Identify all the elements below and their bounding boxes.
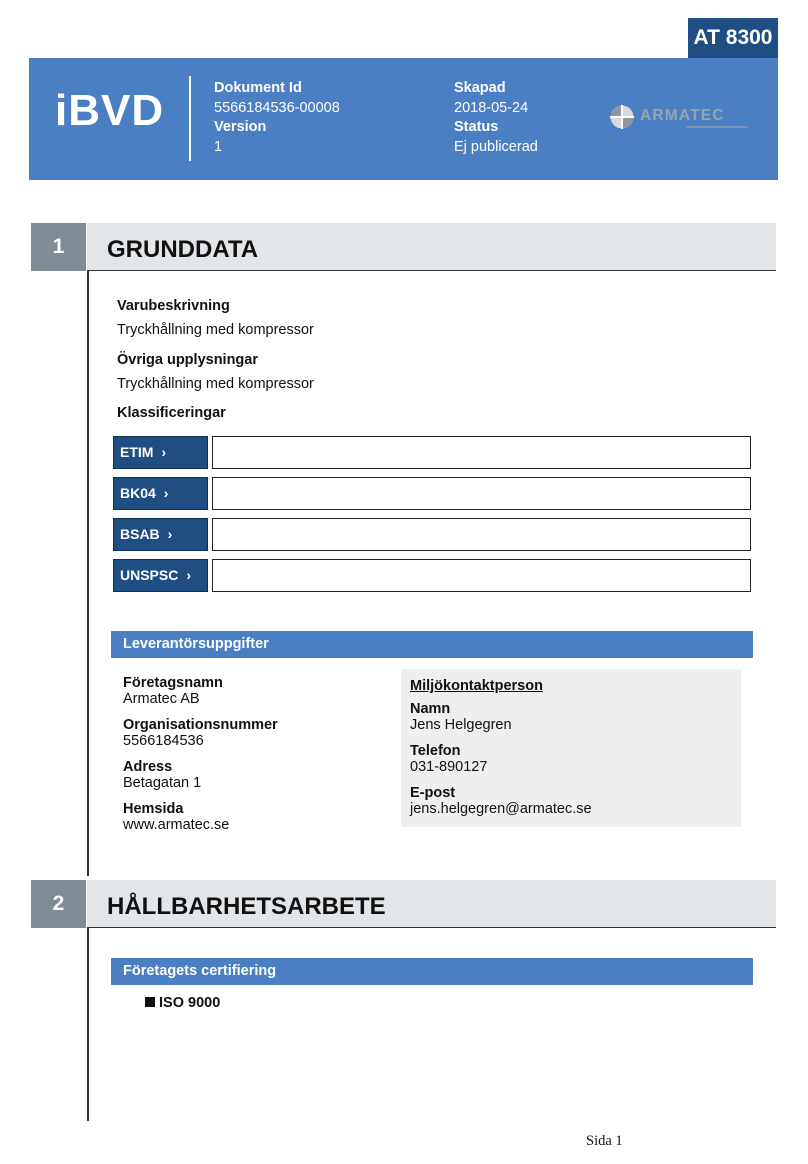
- product-code-badge: AT 8300: [688, 18, 778, 58]
- bk04-label: BK04: [120, 485, 156, 501]
- chevron-right-icon: ›: [167, 526, 173, 542]
- org-number-value: 5566184536: [123, 733, 204, 749]
- created-label: Skapad: [454, 80, 506, 96]
- contact-email-value[interactable]: jens.helgegren@armatec.se: [410, 801, 592, 817]
- supplier-info-header: Leverantörsuppgifter: [111, 631, 753, 658]
- product-description-value: Tryckhållning med kompressor: [117, 322, 314, 338]
- created-value: 2018-05-24: [454, 99, 529, 116]
- section-2-number: 2: [31, 880, 86, 928]
- bk04-button[interactable]: [113, 477, 208, 510]
- status-label: Status: [454, 119, 499, 135]
- unspsc-button[interactable]: [113, 559, 208, 592]
- section-1-title: GRUNDDATA: [107, 236, 259, 263]
- product-description-label: Varubeskrivning: [117, 298, 230, 314]
- section-2-rule: [87, 928, 89, 1121]
- section-2-title: HÅLLBARHETSARBETE: [107, 893, 386, 920]
- page-number: Sida 1: [586, 1133, 623, 1149]
- address-value: Betagatan 1: [123, 775, 202, 791]
- document-meta-left: [214, 79, 340, 157]
- version-value: 1: [214, 138, 223, 155]
- unspsc-value-box: [212, 559, 751, 592]
- unspsc-label: UNSPSC: [120, 567, 179, 583]
- etim-button[interactable]: [113, 436, 208, 469]
- address-label: Adress: [123, 759, 173, 775]
- logo-text: ARMATEC: [640, 107, 725, 124]
- supplier-details: [123, 675, 278, 833]
- contact-email-label: E-post: [410, 785, 456, 801]
- version-label: Version: [214, 119, 267, 135]
- contact-phone-value: 031-890127: [410, 759, 488, 775]
- brand-title: iBVD: [55, 86, 165, 135]
- document-id-value: 5566184536-00008: [214, 99, 340, 116]
- bullet-square-icon: [145, 997, 155, 1007]
- armatec-logo: [608, 102, 753, 136]
- logo-tagline-line: [686, 126, 748, 128]
- section-1-number: 1: [31, 223, 86, 271]
- org-number-label: Organisationsnummer: [123, 717, 278, 733]
- company-name-value: Armatec AB: [123, 691, 200, 707]
- chevron-right-icon: ›: [163, 485, 169, 501]
- chevron-right-icon: ›: [161, 444, 167, 460]
- bsab-value-box: [212, 518, 751, 551]
- section-1-rule: [87, 271, 89, 876]
- certification-item: [145, 995, 220, 1011]
- etim-value-box: [212, 436, 751, 469]
- contact-name-value: Jens Helgegren: [410, 717, 512, 733]
- bsab-button[interactable]: [113, 518, 208, 551]
- bk04-value-box: [212, 477, 751, 510]
- certification-header: Företagets certifiering: [111, 958, 753, 985]
- chevron-right-icon: ›: [186, 567, 192, 583]
- website-value: www.armatec.se: [123, 817, 230, 833]
- logo-mark-icon: [610, 105, 634, 129]
- header-divider: [189, 76, 191, 161]
- environmental-contact: [410, 678, 592, 817]
- website-label: Hemsida: [123, 801, 184, 817]
- bsab-label: BSAB: [120, 526, 160, 542]
- environmental-contact-heading: Miljökontaktperson: [410, 678, 543, 694]
- contact-name-label: Namn: [410, 701, 451, 717]
- etim-label: ETIM: [120, 444, 154, 460]
- document-id-label: Dokument Id: [214, 80, 302, 96]
- contact-phone-label: Telefon: [410, 743, 461, 759]
- other-info-value: Tryckhållning med kompressor: [117, 376, 314, 392]
- certification-value: ISO 9000: [159, 995, 221, 1011]
- status-value: Ej publicerad: [454, 138, 538, 155]
- other-info-label: Övriga upplysningar: [117, 352, 258, 368]
- document-meta-right: [454, 79, 538, 157]
- classifications-label: Klassificeringar: [117, 405, 226, 421]
- company-name-label: Företagsnamn: [123, 675, 223, 691]
